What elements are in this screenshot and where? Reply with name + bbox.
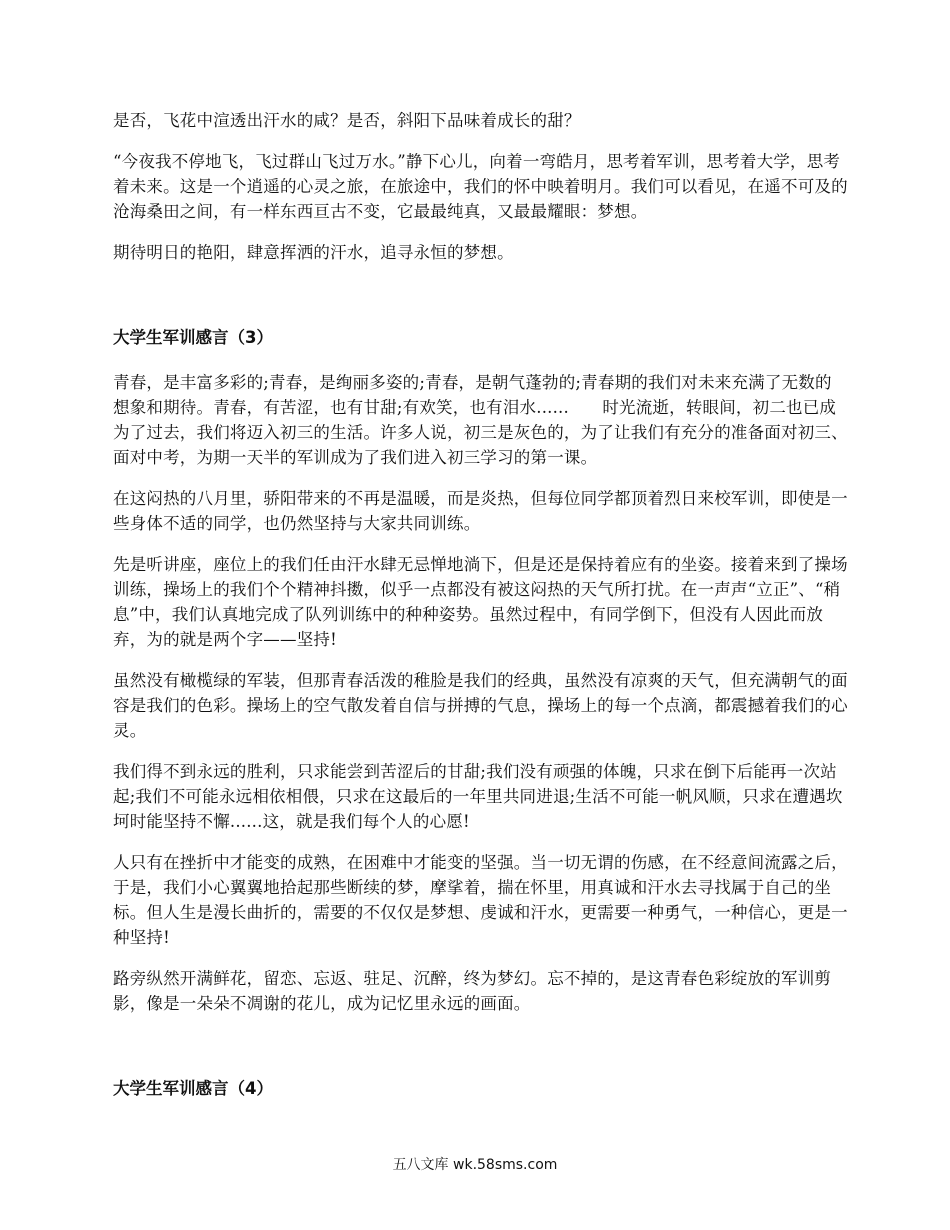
section-3-paragraph-5: 我们得不到永远的胜利，只求能尝到苦涩后的甘甜;我们没有顽强的体魄，只求在倒下后能再一次站起;我们不可能永远相依相偎，只求在这最后的一年里共同进退;生活不可能一帆风顺，只求在遭遇坎坷时能坚持不懈......这，就是我们每个人的心愿!: [113, 762, 843, 831]
section-3-paragraph-6: 人只有在挫折中才能变的成熟，在困难中才能变的坚强。当一切无谓的伤感，在不经意间流露之后，于是，我们小心翼翼地拾起那些断续的梦，摩挲着，揣在怀里，用真诚和汗水去寻找属于自己的坐标。但人生是漫长曲折的，需要的不仅仅是梦想、虔诚和汗水，更需要一种勇气，一种信心，更是一种坚持!: [113, 853, 848, 947]
section-3-paragraph-7: 路旁纵然开满鲜花，留恋、忘返、驻足、沉醉，终为梦幻。忘不掉的，是这青春色彩绽放的军训剪影，像是一朵朵不凋谢的花儿，成为记忆里永远的画面。: [113, 969, 832, 1013]
intro-paragraph-1: 是否，飞花中渲透出汗水的咸？是否，斜阳下品味着成长的甜？: [113, 111, 581, 130]
section-3-paragraph-3: 先是听讲座，座位上的我们任由汗水肆无忌惮地淌下，但是还是保持着应有的坐姿。接着来到了操场训练，操场上的我们个个精神抖擞，似乎一点都没有被这闷热的天气所打扰。在一声声“立正”、“稍息”中，我们认真地完成了队列训练中的种种姿势。虽然过程中，有同学倒下，但没有人因此而放弃，为的就是两个字——坚持!: [113, 555, 848, 649]
spacer: [113, 350, 848, 370]
spacer: [113, 281, 848, 325]
section-3-paragraph-4: 虽然没有橄榄绿的军装，但那青春活泼的稚脸是我们的经典，虽然没有凉爽的天气，但充满朝气的面容是我们的色彩。操场上的空气散发着自信与拼搏的气息，操场上的每一个点滴，都震撼着我们的心灵。: [113, 671, 848, 740]
document-body: [113, 108, 848, 1101]
intro-paragraph-3: 期待明日的艳阳，肆意挥洒的汗水，追寻永恒的梦想。: [113, 243, 514, 262]
section-3-heading: 大学生军训感言（3）: [113, 328, 273, 347]
page-footer: 五八文库 wk.58sms.com: [392, 1157, 558, 1173]
section-3-paragraph-2: 在这闷热的八月里，骄阳带来的不再是温暖，而是炎热，但每位同学都顶着烈日来校军训，即使是一些身体不适的同学，也仍然坚持与大家共同训练。: [113, 489, 848, 533]
section-4-heading: 大学生军训感言（4）: [113, 1079, 273, 1098]
intro-paragraph-2: “今夜我不停地飞，飞过群山飞过万水。”静下心儿，向着一弯皓月，思考着军训，思考着大学，思考着未来。这是一个逍遥的心灵之旅，在旅途中，我们的怀中映着明月。我们可以看见，在遥不可及的沧海桑田之间，有一样东西亘古不变，它最最纯真，又最最耀眼：梦想。: [113, 152, 848, 221]
spacer: [113, 1032, 848, 1076]
section-3-paragraph-1: 青春，是丰富多彩的;青春，是绚丽多姿的;青春，是朝气蓬勃的;青春期的我们对未来充满了无数的想象和期待。青春，有苦涩，也有甘甜;有欢笑，也有泪水...... 时光流逝，转眼间，初二也已成为了过去，我们将迈入初三的生活。许多人说，初三是灰色的，为了让我们有充分的准备面对初三、面对中考，为期一天半的军训成为了我们进入初三学习的第一课。: [113, 373, 848, 467]
